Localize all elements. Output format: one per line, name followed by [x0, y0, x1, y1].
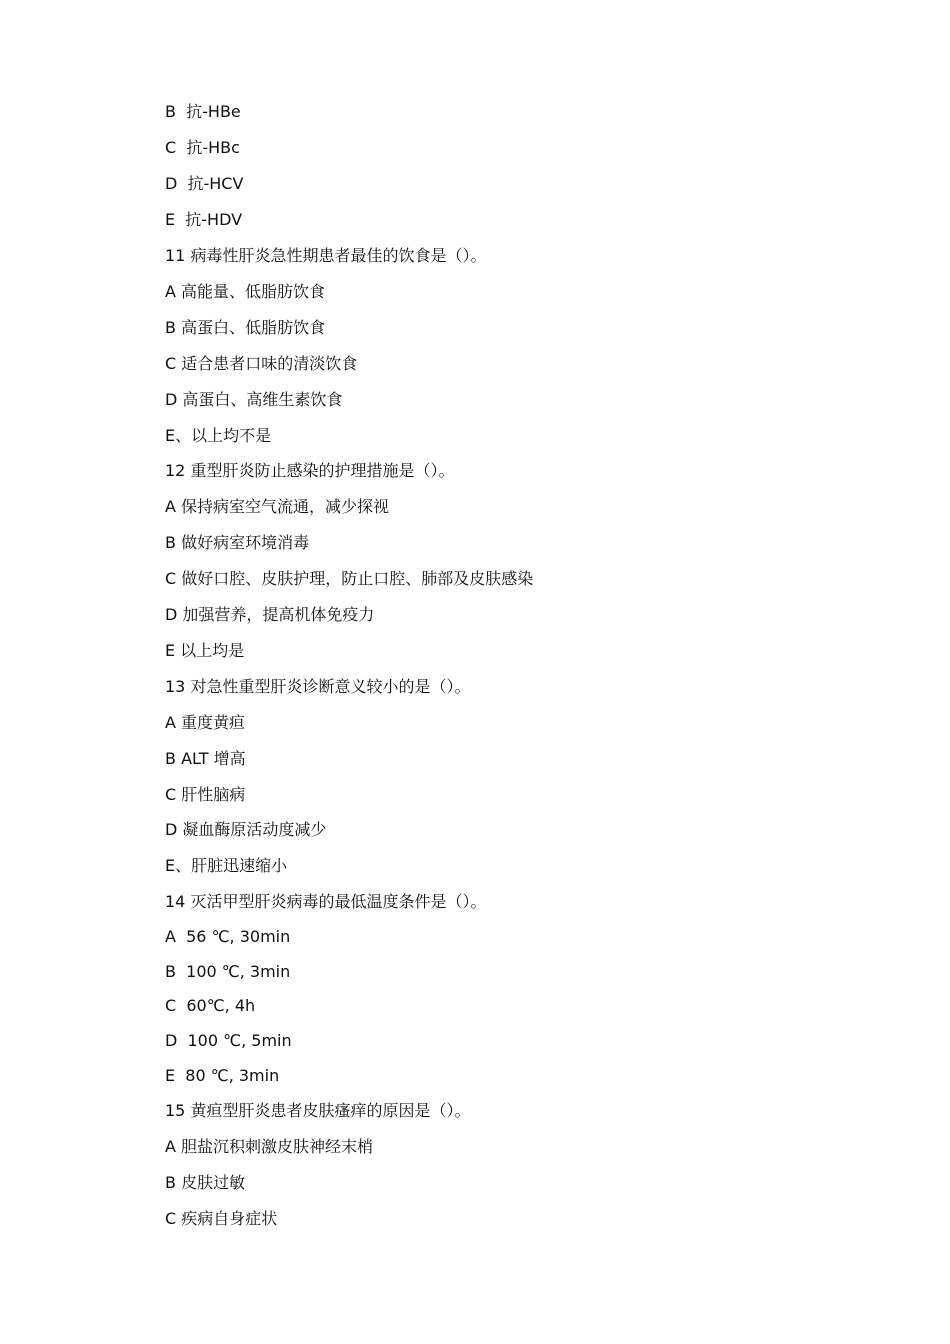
- question-line: 13 对急性重型肝炎诊断意义较小的是（）。: [165, 677, 471, 696]
- option-line: A 重度黄疸: [165, 713, 246, 732]
- option-line: A 高能量、低脂肪饮食: [165, 282, 326, 301]
- option-line: B 做好病室环境消毒: [165, 533, 310, 552]
- option-line: B 100 ℃, 3min: [165, 962, 291, 981]
- option-line: C 60℃, 4h: [165, 996, 256, 1015]
- question-line: 14 灭活甲型肝炎病毒的最低温度条件是（）。: [165, 892, 487, 911]
- option-line: A 胆盐沉积刺激皮肤神经末梢: [165, 1137, 374, 1156]
- option-line: D 抗-HCV: [165, 174, 244, 193]
- option-line: D 100 ℃, 5min: [165, 1031, 292, 1050]
- option-line: C 疾病自身症状: [165, 1209, 278, 1228]
- option-line: E 80 ℃, 3min: [165, 1066, 280, 1085]
- option-line: B ALT 增高: [165, 749, 246, 768]
- question-line: 11 病毒性肝炎急性期患者最佳的饮食是（）。: [165, 246, 487, 265]
- option-line: A 保持病室空气流通，减少探视: [165, 497, 390, 516]
- option-line: D 凝血酶原活动度减少: [165, 820, 327, 839]
- option-line: D 加强营养，提高机体免疫力: [165, 605, 375, 624]
- option-line: B 抗-HBe: [165, 102, 241, 121]
- option-line: E、肝脏迅速缩小: [165, 856, 288, 875]
- option-line: B 皮肤过敏: [165, 1173, 246, 1192]
- option-line: C 做好口腔、皮肤护理，防止口腔、肺部及皮肤感染: [165, 569, 534, 588]
- option-line: C 抗-HBc: [165, 138, 240, 157]
- question-line: 15 黄疸型肝炎患者皮肤瘙痒的原因是（）。: [165, 1101, 471, 1120]
- option-line: B 高蛋白、低脂肪饮食: [165, 318, 326, 337]
- option-line: E 以上均是: [165, 641, 245, 660]
- option-line: C 适合患者口味的清淡饮食: [165, 354, 358, 373]
- option-line: A 56 ℃, 30min: [165, 927, 291, 946]
- option-line: E 抗-HDV: [165, 210, 243, 229]
- option-line: E、以上均不是: [165, 426, 272, 445]
- option-line: C 肝性脑病: [165, 785, 246, 804]
- option-line: D 高蛋白、高维生素饮食: [165, 390, 343, 409]
- question-line: 12 重型肝炎防止感染的护理措施是（）。: [165, 461, 455, 480]
